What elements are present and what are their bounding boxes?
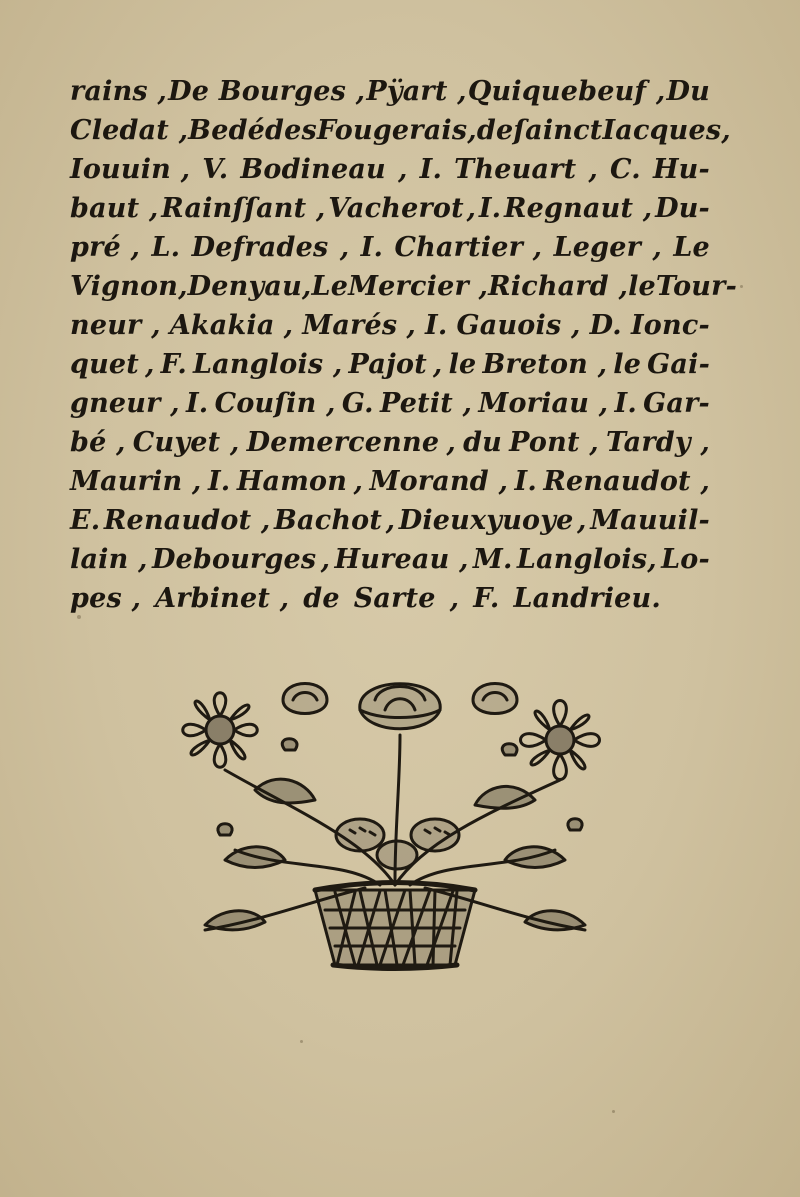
text-line [70,267,737,306]
text-word: pré , [70,232,141,263]
text-word: E. [70,505,101,536]
text-line [70,540,710,579]
text-line [70,189,710,228]
text-word: Tour- [655,271,737,302]
text-word: Debourges [151,544,317,575]
text-word: Iacques, [602,115,731,146]
text-word: , [432,349,443,380]
text-word: Breton , [482,349,608,380]
text-line [70,501,710,540]
text-word: , [320,544,331,575]
text-line [70,306,710,345]
text-word: Langlois , [192,349,343,380]
text-word: ſainct [513,115,603,146]
text-word: Lo- [661,544,710,575]
text-word: de [303,583,340,614]
text-word: D. [589,310,622,341]
text-word: Pont , [509,427,599,458]
text-word: Mercier , [348,271,489,302]
text-line [70,228,710,267]
text-line [70,72,710,111]
flower-basket-woodcut-icon [165,660,625,980]
text-word: C. [610,154,641,185]
text-word: baut , [70,193,159,224]
text-line [70,150,710,189]
text-line [70,111,731,150]
text-word: Gai- [647,349,710,380]
text-word: , [406,310,416,341]
text-word: Ionc- [630,310,710,341]
text-word: des [265,115,317,146]
text-word: Cledat , [70,115,189,146]
text-word: Pÿart , [366,76,467,107]
text-word: V. [202,154,229,185]
text-word: M. [472,544,513,575]
text-word: Arbinet , [155,583,290,614]
text-word: Vacherot [328,193,464,224]
text-word: Landrieu. [513,583,661,614]
text-word: Du- [655,193,710,224]
text-line [70,345,710,384]
text-word: F. [473,583,500,614]
name-list-text [70,72,737,618]
text-word: L. [151,232,181,263]
text-word: Demercenne [246,427,440,458]
text-word: I. [425,310,448,341]
text-word: Mauuil- [590,505,710,536]
text-word: G. [341,388,374,419]
text-word: , [397,154,408,185]
text-word: Hu- [652,154,710,185]
paper-speck [300,1040,303,1043]
text-word: Gauois , [456,310,581,341]
text-word: , [145,349,155,380]
text-word: neur , [70,310,161,341]
text-word: I. [614,388,637,419]
text-word: , [283,310,294,341]
text-line [70,462,710,501]
text-word: Regnaut , [504,193,653,224]
text-word: gneur , [70,388,180,419]
text-word: I. [419,154,443,185]
text-word: lain , [70,544,148,575]
text-word: I. [185,388,209,419]
text-word: Marés [302,310,398,341]
text-word: Bedé [188,115,266,146]
text-word: de [476,115,514,146]
text-line [70,579,710,618]
text-word: Hureau , [334,544,469,575]
text-word: Theuart [454,154,577,185]
text-word: Iouuin , [70,154,191,185]
text-word: , [577,505,587,536]
text-word: rains , [70,76,168,107]
text-word: Tardy , [605,427,710,458]
text-line [70,423,710,462]
text-word: le [613,349,642,380]
text-word: le [448,349,477,380]
text-word: , [449,583,460,614]
text-word: Richard , [488,271,629,302]
text-word: Maurin , [70,466,202,497]
text-word: I. [478,193,502,224]
text-word: , [385,505,396,536]
text-word: De Bourges , [168,76,366,107]
text-word: pes , [70,583,142,614]
text-word: bé , [70,427,126,458]
text-word: ,Le [301,271,349,302]
text-word: Sarte [353,583,436,614]
text-word: Pajot [348,349,427,380]
text-word: Langlois, [516,544,657,575]
text-word: Cuyet , [132,427,240,458]
text-word: I. [514,466,537,497]
text-word: Quiquebeuf , [467,76,666,107]
text-word: I. [360,232,384,263]
text-word: , [466,193,477,224]
text-word: , [353,466,364,497]
text-line [70,384,710,423]
text-word: I. [207,466,231,497]
text-word: , [588,154,598,185]
text-word: Petit , [380,388,473,419]
text-word: Vignon,Denyau [70,271,302,302]
text-word: Fougerais, [316,115,477,146]
text-word: Defrades [191,232,329,263]
paper-speck [740,285,743,288]
text-word: Du [666,76,710,107]
text-word: Gar- [643,388,710,419]
text-word: Bachot [273,505,383,536]
text-word: le [628,271,656,302]
text-word: , [652,232,662,263]
text-word: Couſin , [214,388,336,419]
paper-speck [612,1110,615,1113]
text-word: quet [70,349,139,380]
text-word: Leger [553,232,642,263]
text-word: Rainſſant , [161,193,326,224]
text-word: , [339,232,350,263]
text-word: du [463,427,502,458]
text-word: Dieuxyuoye [398,505,574,536]
text-word: Le [673,232,710,263]
text-word: , [446,427,456,458]
text-word: Renaudot , [103,505,271,536]
text-word: Hamon [236,466,348,497]
text-word: Chartier , [394,232,543,263]
paper-speck [77,615,81,619]
text-word: F. [160,349,187,380]
text-word: Bodineau [240,154,386,185]
text-word: Akakia [169,310,275,341]
text-word: Moriau , [478,388,609,419]
text-word: Morand , [369,466,509,497]
text-word: Renaudot , [543,466,710,497]
